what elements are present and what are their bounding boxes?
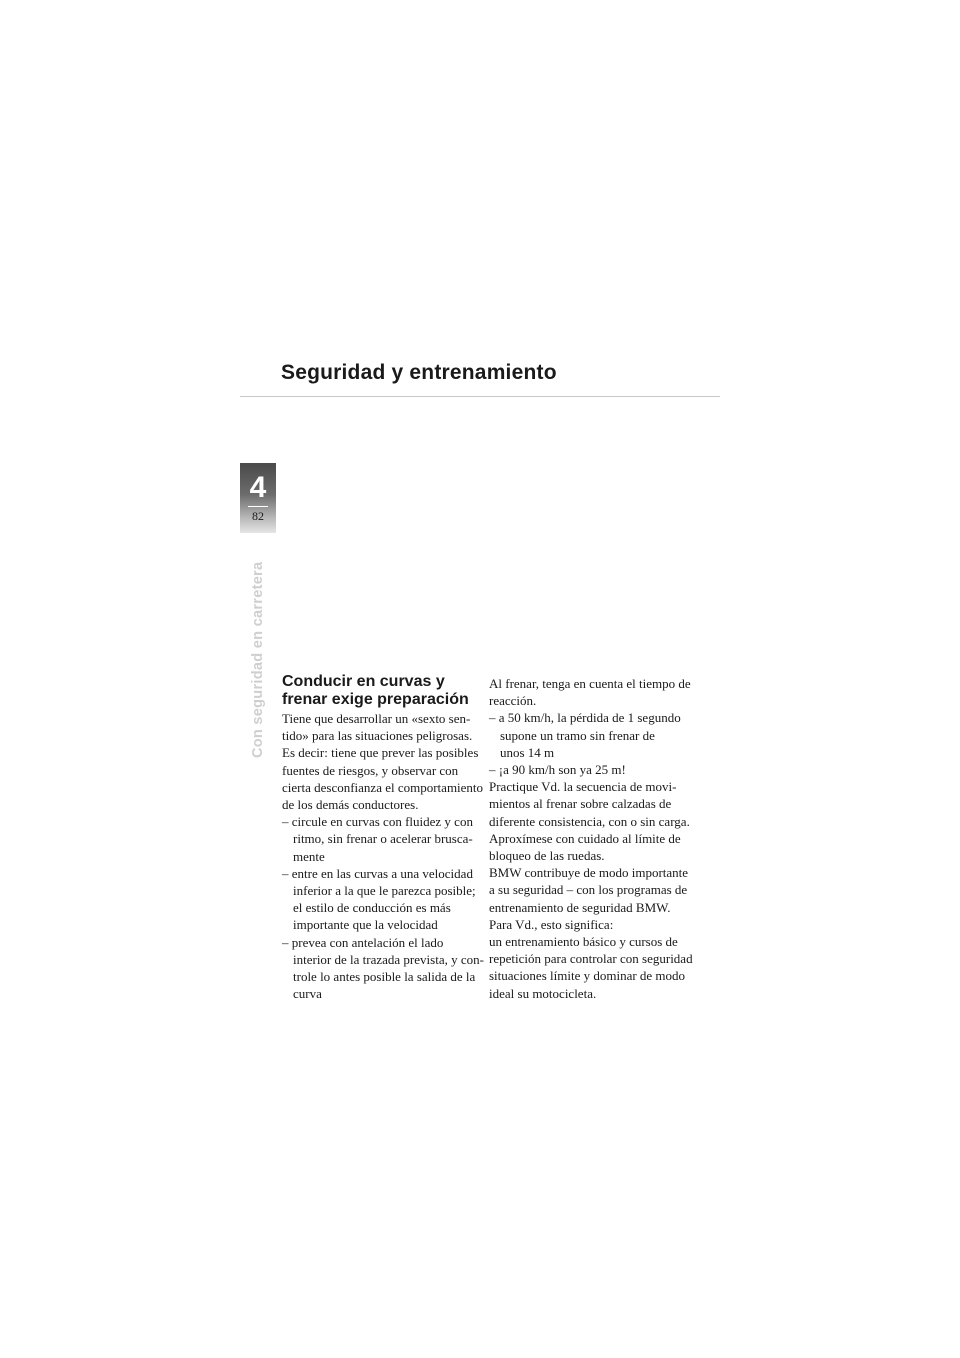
page-title: Seguridad y entrenamiento	[281, 361, 557, 384]
text-line: Es decir: tiene que prever las posibles	[282, 745, 479, 761]
text-line: Practique Vd. la secuencia de movi-	[489, 779, 677, 795]
text-line: mientos al frenar sobre calzadas de	[489, 796, 672, 812]
text-line: Tiene que desarrollar un «sexto sen-	[282, 711, 471, 726]
chapter-number: 4	[249, 471, 267, 504]
text-line: interior de la trazada prevista, y con-	[293, 951, 484, 967]
text-line: a su seguridad – con los programas de	[489, 882, 688, 898]
page-number: 82	[252, 509, 264, 523]
text-line: Al frenar, tenga en cuenta el tiempo de	[489, 676, 691, 691]
text-line: bloqueo de las ruedas.	[489, 848, 605, 864]
text-line: de los demás conductores.	[282, 797, 419, 813]
text-line: fuentes de riesgos, y observar con	[282, 762, 459, 778]
section-heading-line-1: Conducir en curvas y	[282, 673, 445, 690]
bullet-line: – prevea con antelación el lado	[282, 934, 444, 950]
right-column	[489, 675, 693, 1002]
title-divider	[240, 396, 720, 397]
section-heading	[282, 673, 482, 709]
text-line: inferior a la que le parezca posible;	[293, 883, 476, 899]
text-line: situaciones límite y dominar de modo	[489, 968, 686, 984]
text-line: Aproxímese con cuidado al límite de	[489, 830, 681, 846]
text-line: un entrenamiento básico y cursos de	[489, 934, 678, 950]
text-line: entrenamiento de seguridad BMW.	[489, 899, 671, 915]
left-column	[282, 710, 482, 1002]
bullet-line: – ¡a 90 km/h son ya 25 m!	[489, 762, 626, 778]
text-line: ritmo, sin frenar o acelerar brusca-	[293, 831, 473, 847]
text-line: unos 14 m	[500, 744, 555, 760]
bullet-line: – circule en curvas con fluidez y con	[282, 814, 473, 830]
text-line: el estilo de conducción es más	[293, 900, 451, 916]
bullet-line: – entre en las curvas a una velocidad	[282, 865, 473, 881]
text-line: reacción.	[489, 693, 537, 709]
text-line: diferente consistencia, con o sin carga.	[489, 813, 690, 829]
text-line: repetición para controlar con seguridad	[489, 951, 693, 967]
text-line: importante que la velocidad	[293, 917, 438, 933]
text-line: cierta desconfianza el comportamiento	[282, 779, 484, 795]
text-line: Para Vd., esto significa:	[489, 916, 614, 932]
chapter-divider	[248, 506, 268, 507]
text-line: supone un tramo sin frenar de	[500, 727, 655, 743]
text-line: tido» para las situaciones peligrosas.	[282, 728, 473, 744]
text-line: curva	[293, 986, 322, 1002]
text-line: BMW contribuye de modo importante	[489, 865, 689, 881]
text-line: mente	[293, 848, 325, 864]
text-line: trole lo antes posible la salida de la	[293, 969, 476, 985]
text-line: ideal su motocicleta.	[489, 985, 597, 1001]
chapter-tab	[240, 463, 276, 533]
bullet-line: – a 50 km/h, la pérdida de 1 segundo	[489, 710, 681, 726]
side-section-label: Con seguridad en carretera	[250, 561, 266, 758]
section-heading-line-2: frenar exige preparación	[282, 691, 469, 708]
